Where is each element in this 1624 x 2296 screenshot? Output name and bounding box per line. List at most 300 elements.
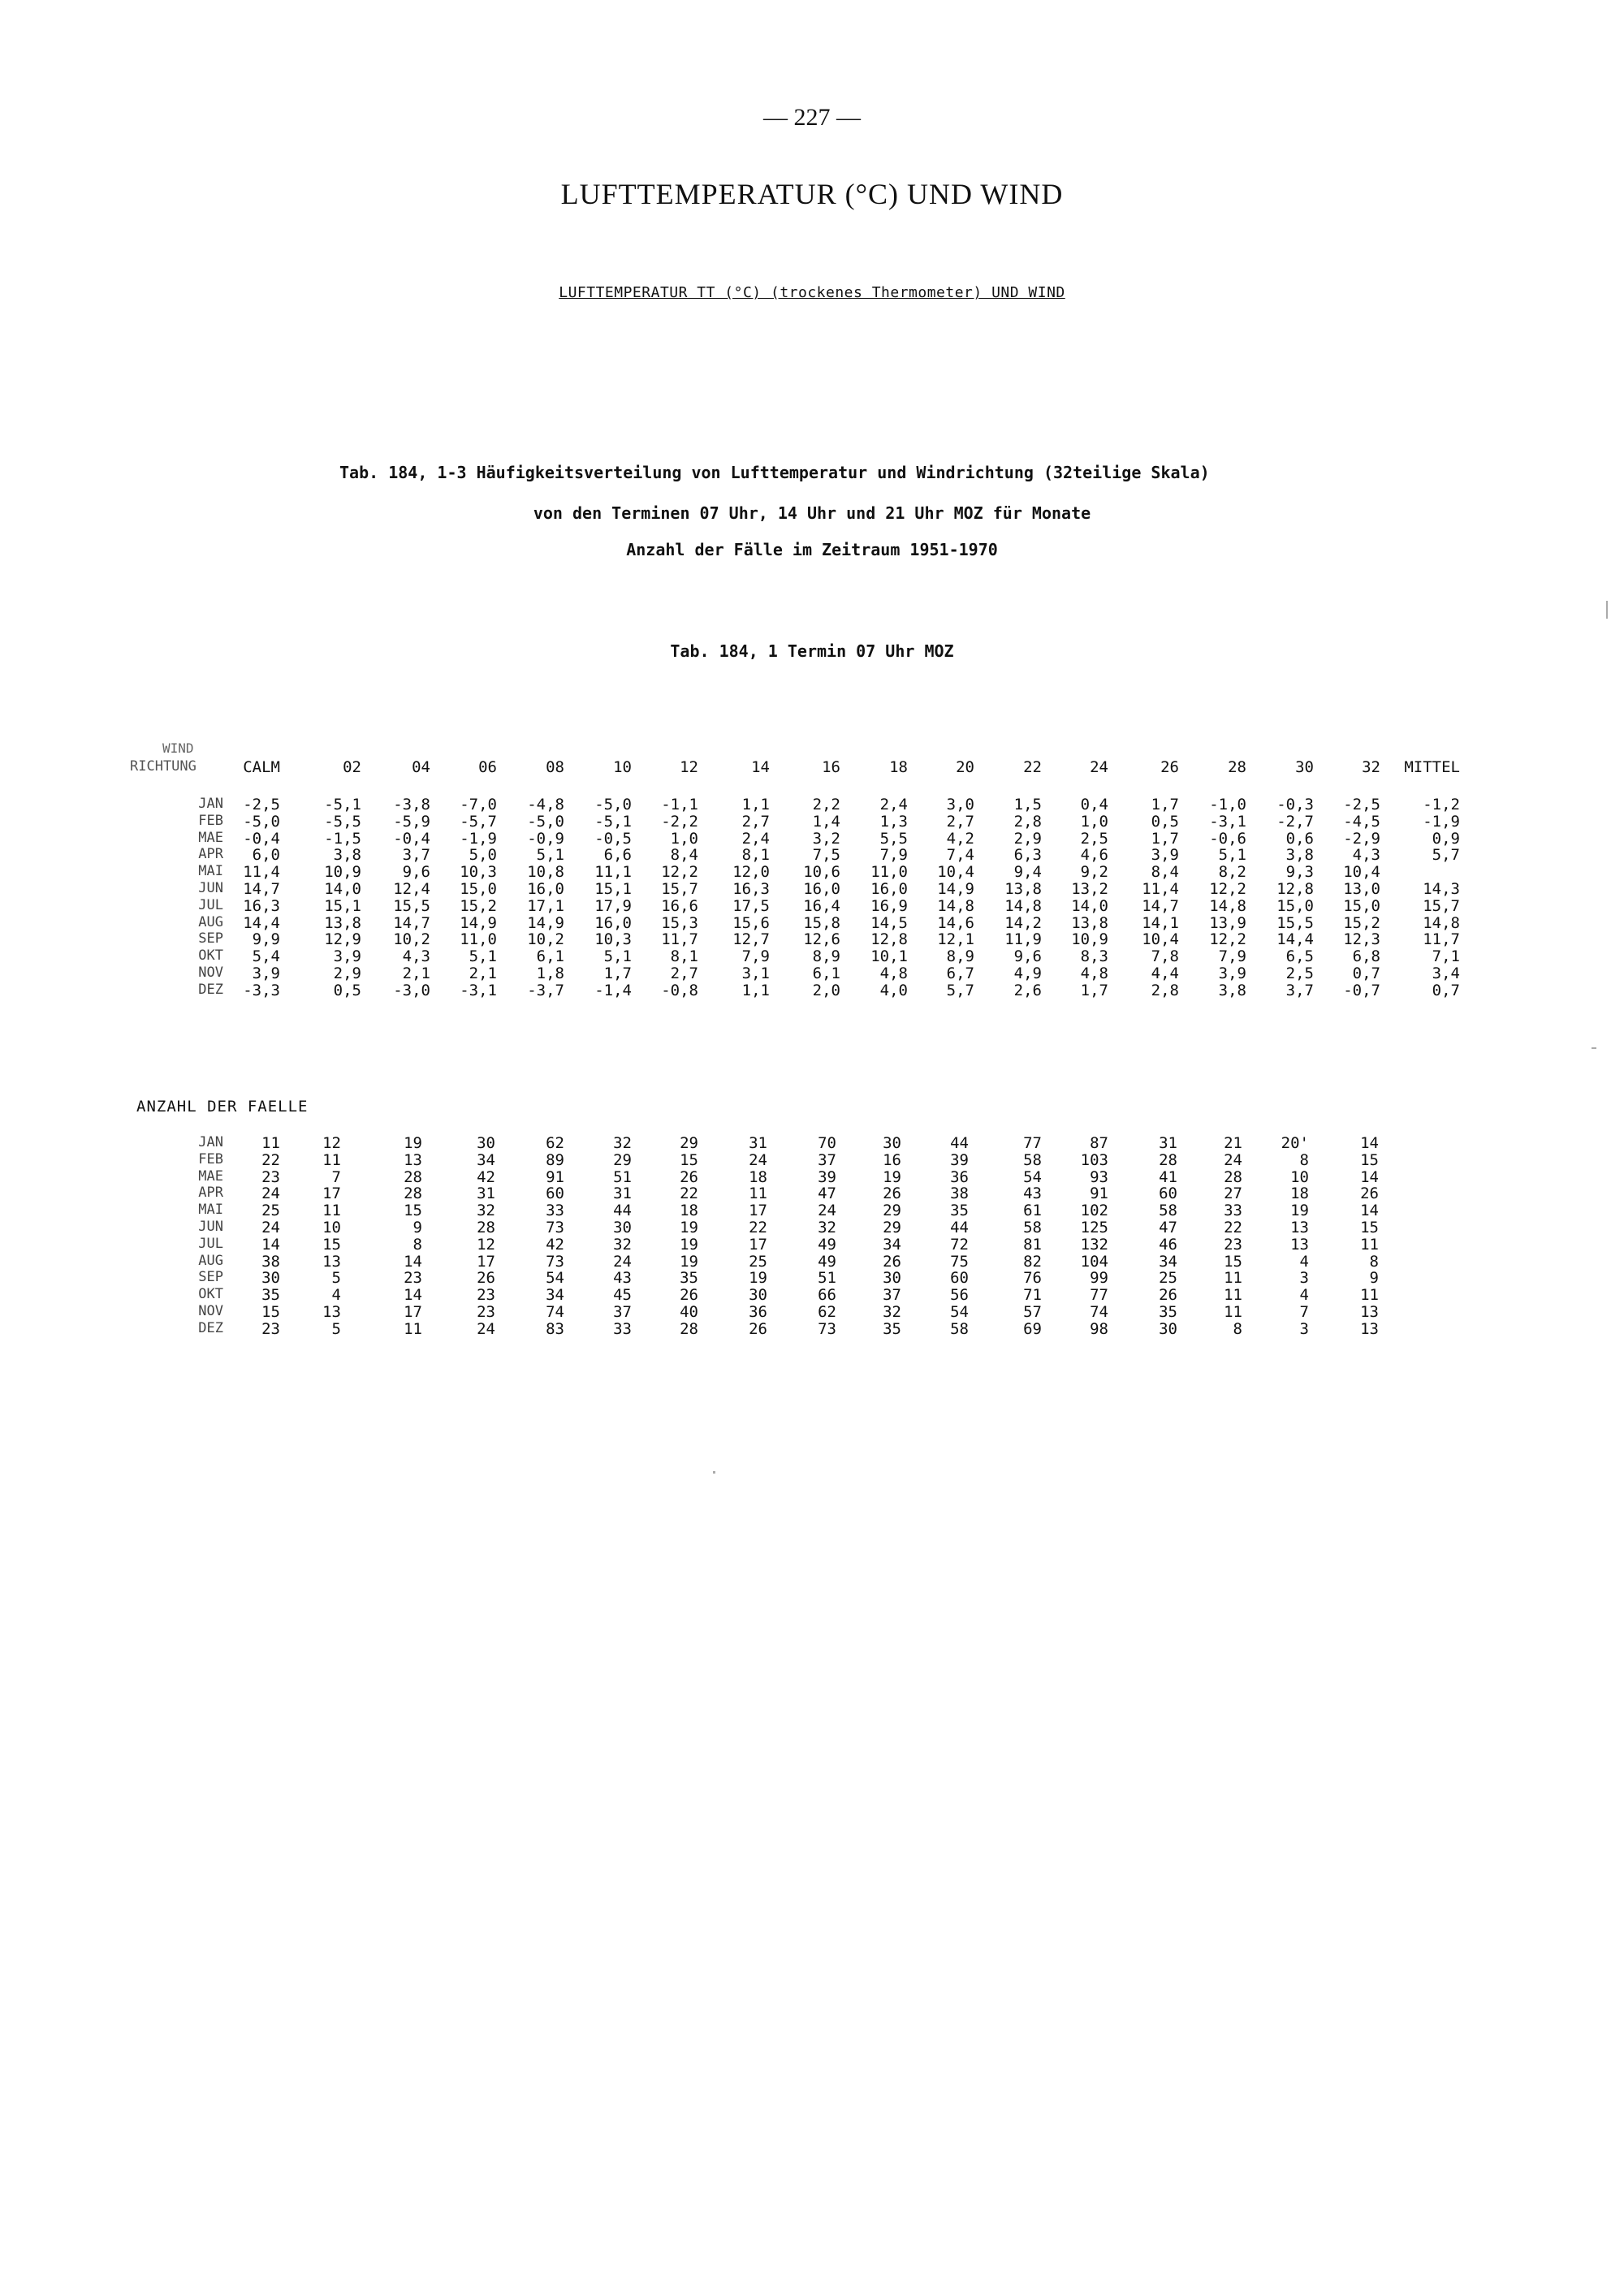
temperature-cell: -5,7 bbox=[460, 813, 497, 831]
temperature-cell: 13,8 bbox=[324, 914, 361, 932]
count-cell: 32 bbox=[883, 1303, 901, 1321]
temperature-cell: 2,9 bbox=[333, 965, 361, 982]
temperature-cell: 3,9 bbox=[1218, 965, 1246, 982]
count-cell: 25 bbox=[261, 1202, 280, 1219]
count-cell: 18 bbox=[680, 1202, 698, 1219]
count-cell: 19 bbox=[680, 1236, 698, 1254]
temperature-cell: 1,7 bbox=[1151, 796, 1179, 814]
temperature-cell: 8,3 bbox=[1080, 947, 1108, 965]
temperature-cell: 10,9 bbox=[324, 863, 361, 881]
count-cell: 102 bbox=[1080, 1202, 1108, 1219]
count-cell: 13 bbox=[1290, 1219, 1309, 1236]
count-cell: 26 bbox=[883, 1185, 901, 1202]
temperature-cell: 6,8 bbox=[1352, 947, 1380, 965]
count-cell: 5 bbox=[331, 1269, 341, 1287]
count-cell: 82 bbox=[1023, 1253, 1042, 1271]
temperature-cell: 13,2 bbox=[1071, 880, 1108, 898]
count-cell: 44 bbox=[950, 1219, 969, 1236]
count-cell: 49 bbox=[818, 1253, 836, 1271]
count-cell: 8 bbox=[1299, 1151, 1309, 1169]
count-cell: 31 bbox=[749, 1134, 767, 1152]
month-label: FEB bbox=[198, 813, 223, 829]
column-header: 02 bbox=[343, 758, 361, 776]
count-cell: 15 bbox=[1224, 1253, 1242, 1271]
column-header: 10 bbox=[613, 758, 632, 776]
page-subtitle bbox=[0, 284, 1624, 301]
temperature-cell: 0,5 bbox=[333, 982, 361, 999]
temperature-cell: 2,8 bbox=[1013, 813, 1042, 831]
count-cell: 81 bbox=[1023, 1236, 1042, 1254]
temperature-cell: 9,3 bbox=[1285, 863, 1314, 881]
temperature-cell: -0,8 bbox=[661, 982, 698, 999]
temperature-cell: 2,5 bbox=[1285, 965, 1314, 982]
temperature-cell: 11,7 bbox=[661, 930, 698, 948]
temperature-cell: 4,6 bbox=[1080, 846, 1108, 864]
temperature-cell: 2,8 bbox=[1151, 982, 1179, 999]
temperature-cell: -2,7 bbox=[1276, 813, 1314, 831]
temperature-cell: 11,1 bbox=[594, 863, 632, 881]
count-cell: 42 bbox=[546, 1236, 564, 1254]
count-cell: 54 bbox=[950, 1303, 969, 1321]
count-cell: 32 bbox=[613, 1236, 632, 1254]
count-cell: 24 bbox=[261, 1219, 280, 1236]
temperature-cell: 14,3 bbox=[1423, 880, 1460, 898]
temperature-cell: 5,1 bbox=[603, 947, 632, 965]
month-label: JAN bbox=[198, 796, 223, 812]
scan-mark bbox=[1592, 1047, 1596, 1049]
count-section-title: ANZAHL DER FAELLE bbox=[136, 1098, 309, 1116]
month-label: MAI bbox=[198, 863, 223, 879]
count-cell: 23 bbox=[477, 1303, 495, 1321]
count-cell: 11 bbox=[1224, 1269, 1242, 1287]
count-cell: 13 bbox=[404, 1151, 422, 1169]
temperature-cell: 0,4 bbox=[1080, 796, 1108, 814]
month-label: MAE bbox=[198, 830, 223, 846]
temperature-cell: -1,0 bbox=[1209, 796, 1246, 814]
temperature-cell: 1,8 bbox=[536, 965, 564, 982]
count-cell: 26 bbox=[1360, 1185, 1379, 1202]
count-cell: 15 bbox=[261, 1303, 280, 1321]
temperature-cell: 1,7 bbox=[603, 965, 632, 982]
temperature-cell: 15,2 bbox=[460, 897, 497, 915]
count-cell: 3 bbox=[1299, 1320, 1309, 1338]
count-cell: 22 bbox=[680, 1185, 698, 1202]
temperature-cell: 15,5 bbox=[1276, 914, 1314, 932]
count-cell: 8 bbox=[1233, 1320, 1242, 1338]
temperature-cell: 3,7 bbox=[402, 846, 430, 864]
count-cell: 104 bbox=[1080, 1253, 1108, 1271]
temperature-cell: 14,7 bbox=[393, 914, 430, 932]
temperature-cell: 10,1 bbox=[870, 947, 908, 965]
temperature-cell: 16,3 bbox=[732, 880, 770, 898]
count-cell: 61 bbox=[1023, 1202, 1042, 1219]
count-cell: 19 bbox=[749, 1269, 767, 1287]
scan-mark bbox=[713, 1471, 715, 1474]
temperature-cell: 4,3 bbox=[1352, 846, 1380, 864]
count-cell: 7 bbox=[331, 1168, 341, 1186]
temperature-cell: -2,2 bbox=[661, 813, 698, 831]
temperature-cell: 15,2 bbox=[1343, 914, 1380, 932]
temperature-cell: 3,7 bbox=[1285, 982, 1314, 999]
month-label: OKT bbox=[198, 1286, 223, 1302]
temperature-cell: 3,8 bbox=[1218, 982, 1246, 999]
count-cell: 23 bbox=[477, 1286, 495, 1304]
month-label: OKT bbox=[198, 947, 223, 964]
temperature-cell: 14,6 bbox=[937, 914, 974, 932]
count-cell: 26 bbox=[1159, 1286, 1177, 1304]
temperature-cell: -4,8 bbox=[527, 796, 564, 814]
temperature-cell: 8,2 bbox=[1218, 863, 1246, 881]
count-cell: 62 bbox=[546, 1134, 564, 1152]
column-header: 12 bbox=[680, 758, 698, 776]
temperature-cell: 10,6 bbox=[803, 863, 840, 881]
temperature-cell: 7,1 bbox=[1432, 947, 1460, 965]
count-cell: 14 bbox=[404, 1253, 422, 1271]
count-cell: 31 bbox=[477, 1185, 495, 1202]
count-cell: 4 bbox=[1299, 1286, 1309, 1304]
temperature-cell: 6,6 bbox=[603, 846, 632, 864]
temperature-cell: 9,4 bbox=[1013, 863, 1042, 881]
count-cell: 13 bbox=[322, 1303, 341, 1321]
count-cell: 28 bbox=[404, 1185, 422, 1202]
temperature-cell: 2,7 bbox=[741, 813, 770, 831]
count-cell: 24 bbox=[477, 1320, 495, 1338]
count-cell: 49 bbox=[818, 1236, 836, 1254]
temperature-cell: 11,0 bbox=[870, 863, 908, 881]
column-header: 32 bbox=[1362, 758, 1380, 776]
temperature-cell: -3,0 bbox=[393, 982, 430, 999]
count-cell: 30 bbox=[749, 1286, 767, 1304]
temperature-cell: 14,0 bbox=[1071, 897, 1108, 915]
temperature-cell: 15,1 bbox=[324, 897, 361, 915]
temperature-cell: -1,2 bbox=[1423, 796, 1460, 814]
temperature-cell: -0,6 bbox=[1209, 830, 1246, 848]
temperature-cell: 12,2 bbox=[1209, 930, 1246, 948]
temperature-cell: 9,9 bbox=[252, 930, 280, 948]
count-cell: 17 bbox=[404, 1303, 422, 1321]
count-cell: 77 bbox=[1090, 1286, 1108, 1304]
count-cell: 22 bbox=[749, 1219, 767, 1236]
month-label: AUG bbox=[198, 914, 223, 930]
count-cell: 15 bbox=[322, 1236, 341, 1254]
temperature-cell: 14,8 bbox=[1423, 914, 1460, 932]
count-cell: 26 bbox=[477, 1269, 495, 1287]
month-label: JUL bbox=[198, 897, 223, 913]
count-cell: 35 bbox=[950, 1202, 969, 1219]
page-number: — 227 — bbox=[763, 104, 861, 131]
temperature-cell: 2,1 bbox=[469, 965, 497, 982]
temperature-cell: 3,1 bbox=[741, 965, 770, 982]
count-cell: 25 bbox=[749, 1253, 767, 1271]
column-header: 06 bbox=[478, 758, 497, 776]
count-cell: 19 bbox=[680, 1253, 698, 1271]
temperature-cell: 6,1 bbox=[812, 965, 840, 982]
count-cell: 39 bbox=[950, 1151, 969, 1169]
count-cell: 42 bbox=[477, 1168, 495, 1186]
month-label: NOV bbox=[198, 965, 223, 981]
count-cell: 11 bbox=[1224, 1303, 1242, 1321]
count-cell: 35 bbox=[680, 1269, 698, 1287]
column-header: 16 bbox=[822, 758, 840, 776]
count-cell: 28 bbox=[1159, 1151, 1177, 1169]
temperature-cell: 10,9 bbox=[1071, 930, 1108, 948]
temperature-cell: 10,4 bbox=[937, 863, 974, 881]
count-cell: 76 bbox=[1023, 1269, 1042, 1287]
count-cell: 132 bbox=[1080, 1236, 1108, 1254]
temperature-cell: 2,7 bbox=[670, 965, 698, 982]
count-cell: 29 bbox=[680, 1134, 698, 1152]
temperature-cell: -2,5 bbox=[1343, 796, 1380, 814]
count-cell: 83 bbox=[546, 1320, 564, 1338]
temperature-cell: 2,0 bbox=[812, 982, 840, 999]
count-cell: 60 bbox=[546, 1185, 564, 1202]
count-cell: 34 bbox=[883, 1236, 901, 1254]
count-cell: 30 bbox=[477, 1134, 495, 1152]
temperature-cell: 2,6 bbox=[1013, 982, 1042, 999]
count-cell: 51 bbox=[818, 1269, 836, 1287]
temperature-cell: 4,4 bbox=[1151, 965, 1179, 982]
temperature-cell: -2,5 bbox=[243, 796, 280, 814]
count-cell: 13 bbox=[322, 1253, 341, 1271]
count-cell: 19 bbox=[1290, 1202, 1309, 1219]
count-cell: 75 bbox=[950, 1253, 969, 1271]
temperature-cell: 3,4 bbox=[1432, 965, 1460, 982]
count-cell: 14 bbox=[1360, 1168, 1379, 1186]
count-cell: 24 bbox=[818, 1202, 836, 1219]
scan-mark bbox=[1606, 601, 1608, 619]
count-cell: 23 bbox=[1224, 1236, 1242, 1254]
count-cell: 29 bbox=[883, 1219, 901, 1236]
count-cell: 26 bbox=[680, 1168, 698, 1186]
temperature-cell: 8,1 bbox=[741, 846, 770, 864]
temperature-cell: 8,9 bbox=[946, 947, 974, 965]
temperature-cell: 4,2 bbox=[946, 830, 974, 848]
temperature-cell: 16,0 bbox=[527, 880, 564, 898]
count-cell: 35 bbox=[261, 1286, 280, 1304]
temperature-cell: 12,7 bbox=[732, 930, 770, 948]
count-cell: 17 bbox=[477, 1253, 495, 1271]
temperature-cell: 14,8 bbox=[937, 897, 974, 915]
temperature-cell: 14,1 bbox=[1142, 914, 1179, 932]
count-cell: 17 bbox=[322, 1185, 341, 1202]
count-cell: 8 bbox=[412, 1236, 422, 1254]
count-cell: 37 bbox=[613, 1303, 632, 1321]
temperature-cell: 17,1 bbox=[527, 897, 564, 915]
count-cell: 23 bbox=[261, 1168, 280, 1186]
count-cell: 11 bbox=[322, 1151, 341, 1169]
temperature-cell: 15,1 bbox=[594, 880, 632, 898]
count-cell: 30 bbox=[261, 1269, 280, 1287]
temperature-cell: 12,0 bbox=[732, 863, 770, 881]
count-cell: 16 bbox=[883, 1151, 901, 1169]
column-header: 14 bbox=[751, 758, 770, 776]
temperature-cell: 14,7 bbox=[1142, 897, 1179, 915]
temperature-cell: 2,4 bbox=[741, 830, 770, 848]
count-cell: 15 bbox=[680, 1151, 698, 1169]
temperature-cell: 16,0 bbox=[594, 914, 632, 932]
temperature-cell: 14,7 bbox=[243, 880, 280, 898]
count-cell: 15 bbox=[404, 1202, 422, 1219]
temperature-cell: 15,0 bbox=[1343, 897, 1380, 915]
count-cell: 20' bbox=[1281, 1134, 1309, 1152]
temperature-cell: 2,5 bbox=[1080, 830, 1108, 848]
count-cell: 57 bbox=[1023, 1303, 1042, 1321]
temperature-cell: -5,0 bbox=[527, 813, 564, 831]
temperature-cell: 14,2 bbox=[1004, 914, 1042, 932]
count-cell: 32 bbox=[477, 1202, 495, 1219]
header-wind: WIND bbox=[162, 740, 194, 756]
temperature-cell: 7,5 bbox=[812, 846, 840, 864]
temperature-cell: 0,6 bbox=[1285, 830, 1314, 848]
count-cell: 43 bbox=[613, 1269, 632, 1287]
temperature-cell: 5,4 bbox=[252, 947, 280, 965]
count-cell: 71 bbox=[1023, 1286, 1042, 1304]
temperature-cell: 15,8 bbox=[803, 914, 840, 932]
page-title: LUFTTEMPERATUR (°C) UND WIND bbox=[560, 178, 1064, 210]
count-cell: 56 bbox=[950, 1286, 969, 1304]
temperature-cell: 15,5 bbox=[393, 897, 430, 915]
temperature-cell: 13,8 bbox=[1004, 880, 1042, 898]
temperature-cell: -5,0 bbox=[594, 796, 632, 814]
temperature-cell: 7,8 bbox=[1151, 947, 1179, 965]
temperature-cell: -0,4 bbox=[243, 830, 280, 848]
temperature-cell: 12,2 bbox=[661, 863, 698, 881]
count-cell: 77 bbox=[1023, 1134, 1042, 1152]
temperature-cell: -5,9 bbox=[393, 813, 430, 831]
count-cell: 29 bbox=[613, 1151, 632, 1169]
month-label: MAE bbox=[198, 1168, 223, 1185]
count-cell: 98 bbox=[1090, 1320, 1108, 1338]
temperature-cell: 10,8 bbox=[527, 863, 564, 881]
count-cell: 18 bbox=[749, 1168, 767, 1186]
temperature-cell: 1,4 bbox=[812, 813, 840, 831]
count-cell: 58 bbox=[1159, 1202, 1177, 1219]
temperature-cell: 2,9 bbox=[1013, 830, 1042, 848]
temperature-cell: 11,4 bbox=[243, 863, 280, 881]
count-cell: 39 bbox=[818, 1168, 836, 1186]
count-cell: 15 bbox=[1360, 1219, 1379, 1236]
subtitle-text: LUFTTEMPERATUR TT (°C) (trockenes Thermometer) UND WIND bbox=[559, 284, 1065, 301]
count-cell: 58 bbox=[1023, 1219, 1042, 1236]
count-cell: 14 bbox=[404, 1286, 422, 1304]
count-cell: 34 bbox=[546, 1286, 564, 1304]
count-cell: 22 bbox=[1224, 1219, 1242, 1236]
temperature-cell: -1,9 bbox=[460, 830, 497, 848]
count-cell: 91 bbox=[546, 1168, 564, 1186]
temperature-cell: 12,8 bbox=[870, 930, 908, 948]
temperature-cell: 10,2 bbox=[393, 930, 430, 948]
count-cell: 11 bbox=[404, 1320, 422, 1338]
count-cell: 32 bbox=[818, 1219, 836, 1236]
temperature-cell: 12,3 bbox=[1343, 930, 1380, 948]
temperature-cell: 12,2 bbox=[1209, 880, 1246, 898]
count-cell: 14 bbox=[261, 1236, 280, 1254]
count-cell: 40 bbox=[680, 1303, 698, 1321]
temperature-cell: 2,4 bbox=[879, 796, 908, 814]
count-cell: 91 bbox=[1090, 1185, 1108, 1202]
count-cell: 14 bbox=[1360, 1134, 1379, 1152]
temperature-cell: 14,9 bbox=[937, 880, 974, 898]
temperature-cell: 8,4 bbox=[1151, 863, 1179, 881]
month-label: DEZ bbox=[198, 982, 223, 998]
temperature-cell: 9,6 bbox=[402, 863, 430, 881]
temperature-cell: -0,7 bbox=[1343, 982, 1380, 999]
temperature-cell: -4,5 bbox=[1343, 813, 1380, 831]
count-cell: 3 bbox=[1299, 1269, 1309, 1287]
count-cell: 24 bbox=[1224, 1151, 1242, 1169]
count-cell: 36 bbox=[950, 1168, 969, 1186]
temperature-cell: -5,1 bbox=[324, 796, 361, 814]
count-cell: 21 bbox=[1224, 1134, 1242, 1152]
count-cell: 38 bbox=[950, 1185, 969, 1202]
month-label: SEP bbox=[198, 1269, 223, 1285]
count-cell: 25 bbox=[1159, 1269, 1177, 1287]
count-cell: 30 bbox=[613, 1219, 632, 1236]
temperature-cell: 13,8 bbox=[1071, 914, 1108, 932]
count-cell: 15 bbox=[1360, 1151, 1379, 1169]
temperature-cell: 4,3 bbox=[402, 947, 430, 965]
temperature-cell: -5,1 bbox=[594, 813, 632, 831]
temperature-cell: 8,9 bbox=[812, 947, 840, 965]
temperature-cell: 10,2 bbox=[527, 930, 564, 948]
count-cell: 43 bbox=[1023, 1185, 1042, 1202]
temperature-cell: 5,0 bbox=[469, 846, 497, 864]
count-cell: 11 bbox=[749, 1185, 767, 1202]
count-cell: 46 bbox=[1159, 1236, 1177, 1254]
count-cell: 66 bbox=[818, 1286, 836, 1304]
count-cell: 72 bbox=[950, 1236, 969, 1254]
count-cell: 12 bbox=[322, 1134, 341, 1152]
temperature-cell: -1,5 bbox=[324, 830, 361, 848]
count-cell: 17 bbox=[749, 1236, 767, 1254]
header-richtung: RICHTUNG bbox=[130, 758, 197, 775]
count-cell: 13 bbox=[1290, 1236, 1309, 1254]
count-cell: 11 bbox=[1360, 1286, 1379, 1304]
temperature-cell: 6,1 bbox=[536, 947, 564, 965]
temperature-cell: 15,0 bbox=[1276, 897, 1314, 915]
temperature-cell: 1,3 bbox=[879, 813, 908, 831]
temperature-cell: 13,0 bbox=[1343, 880, 1380, 898]
temperature-cell: 11,4 bbox=[1142, 880, 1179, 898]
count-cell: 24 bbox=[613, 1253, 632, 1271]
temperature-cell: 15,3 bbox=[661, 914, 698, 932]
temperature-cell: 5,5 bbox=[879, 830, 908, 848]
temperature-cell: 11,9 bbox=[1004, 930, 1042, 948]
count-cell: 28 bbox=[680, 1320, 698, 1338]
count-cell: 47 bbox=[1159, 1219, 1177, 1236]
count-cell: 54 bbox=[546, 1269, 564, 1287]
temperature-cell: -7,0 bbox=[460, 796, 497, 814]
count-cell: 125 bbox=[1080, 1219, 1108, 1236]
table-caption: Tab. 184, 1-3 Häufigkeitsverteilung von Lufttemperatur und Windrichtung (32teilige Skala) bbox=[339, 463, 1210, 482]
count-cell: 29 bbox=[883, 1202, 901, 1219]
temperature-cell: 5,7 bbox=[946, 982, 974, 999]
temperature-cell: 16,0 bbox=[803, 880, 840, 898]
count-cell: 54 bbox=[1023, 1168, 1042, 1186]
count-cell: 5 bbox=[331, 1320, 341, 1338]
temperature-cell: 4,0 bbox=[879, 982, 908, 999]
count-cell: 35 bbox=[883, 1320, 901, 1338]
count-cell: 28 bbox=[477, 1219, 495, 1236]
count-cell: 30 bbox=[1159, 1320, 1177, 1338]
count-cell: 7 bbox=[1299, 1303, 1309, 1321]
temperature-cell: 1,5 bbox=[1013, 796, 1042, 814]
temperature-cell: 10,3 bbox=[594, 930, 632, 948]
count-cell: 14 bbox=[1360, 1202, 1379, 1219]
month-label: DEZ bbox=[198, 1320, 223, 1336]
month-label: APR bbox=[198, 846, 223, 862]
count-cell: 30 bbox=[883, 1134, 901, 1152]
